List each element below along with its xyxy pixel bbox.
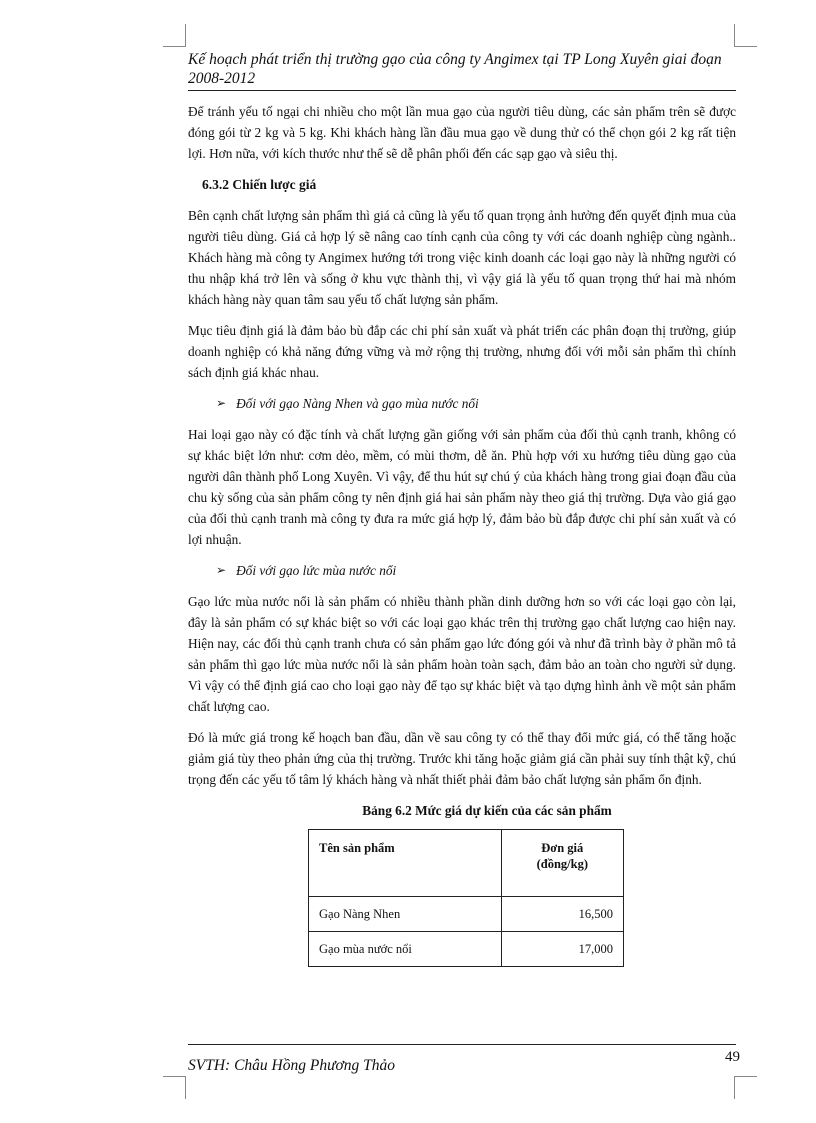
paragraph-brown-rice: Gạo lức mùa nước nổi là sản phẩm có nhiều thành phần dinh dưỡng hơn so với các loại gạo còn lại, đây là sản phẩm có sự khác biệt so với các loại gạo khác trên thị trường gạo chất lượng cao hiện nay. Hiện nay, các đối thủ cạnh tranh chưa có sản phẩm gạo lức đóng gói và như đã trình bày ở phần mô tả sản phẩm thì gạo lức mùa nước nổi là sản phẩm hoàn toàn sạch, đảm bảo an toàn cho người sử dụng. Vì vậy có thể định giá cao cho loại gạo này để tạo sự khác biệt và tạo dựng hình ảnh về một sản phẩm chất lượng cao. — [188, 594, 736, 714]
bullet-heading-1 — [216, 393, 736, 414]
product-price-cell: 17,000 — [501, 932, 623, 967]
table-caption: Bảng 6.2 Mức giá dự kiến của các sản phẩm — [362, 803, 612, 818]
paragraph-price-importance: Bên cạnh chất lượng sản phẩm thì giá cả cũng là yếu tố quan trọng ảnh hưởng đến quyết định mua của người tiêu dùng. Giá cả hợp lý sẽ nâng cao tính cạnh của công ty với các doanh nghiệp cùng ngành.. Khách hàng mà công ty Angimex hướng tới trong việc kinh doanh các loại gạo này là những người có thu nhập khá trở lên và sống ở khu vực thành thị, vì vậy giá là yếu tố quan trọng thứ hai mà nhóm khách hàng này quan tâm sau yếu tố chất lượng sản phẩm. — [188, 208, 736, 307]
arrow-bullet-icon: ➢ — [216, 563, 227, 577]
arrow-bullet-icon: ➢ — [216, 396, 227, 410]
product-name-cell: Gạo Nàng Nhen — [309, 897, 502, 932]
product-price-cell: 16,500 — [501, 897, 623, 932]
paragraph-nang-nhen: Hai loại gạo này có đặc tính và chất lượng gần giống với sản phẩm của đối thủ cạnh tranh, không có sự khác biệt lớn như: cơm dẻo, mềm, có mùi thơm, dễ ăn. Phù hợp với xu hướng tiêu dùng gạo của người dân thành phố Long Xuyên. Vì vậy, để thu hút sự chú ý của khách hàng trong giai đoạn đầu của chu kỳ sống của sản phẩm công ty nên định giá hai sản phẩm này theo giá thị trường. Dựa vào giá gạo của đối thủ cạnh tranh mà công ty đưa ra mức giá hợp lý, đảm bảo bù đắp được chi phí sản xuất và có lợi nhuận. — [188, 427, 736, 547]
crop-mark-bottom-right — [734, 1076, 757, 1099]
crop-mark-bottom-left — [163, 1076, 186, 1099]
crop-mark-top-left — [163, 24, 186, 47]
table-header-row — [309, 830, 624, 897]
price-header-line2: (đồng/kg) — [536, 857, 588, 871]
paragraph-conclusion: Đó là mức giá trong kế hoạch ban đầu, dần về sau công ty có thể thay đổi mức giá, có thể tăng hoặc giảm giá tùy theo phản ứng của thị trường. Trước khi tăng hoặc giảm giá cần phải suy tính thật kỹ, chú trọng đến các yếu tố tâm lý khách hàng và nhất thiết phải đảm bảo chất lượng sản phẩm ổn định. — [188, 730, 736, 787]
table-row — [309, 897, 624, 932]
price-header-line1: Đơn giá — [541, 841, 584, 855]
page-number: 49 — [725, 1049, 740, 1065]
bullet-heading-2 — [216, 560, 736, 581]
paragraph-price-objective: Mục tiêu định giá là đảm bảo bù đắp các chi phí sản xuất và phát triển các phân đoạn thị trường, giúp doanh nghiệp có khả năng đứng vững và mở rộng thị trường, nhưng đối với mỗi sản phẩm thì chính sách định giá khác nhau. — [188, 323, 736, 380]
page-content — [188, 101, 736, 967]
paragraph-packaging: Để tránh yếu tố ngại chi nhiều cho một lần mua gạo của người tiêu dùng, các sản phẩm trên sẽ được đóng gói từ 2 kg và 5 kg. Khi khách hàng lần đầu mua gạo về dung thử có thể chọn gói 2 kg rất tiện lợi. Hơn nữa, với kích thước như thế sẽ dễ phân phối đến các sạp gạo và siêu thị. — [188, 104, 736, 161]
price-table — [308, 829, 624, 967]
bullet-text: Đối với gạo lức mùa nước nổi — [236, 563, 397, 578]
header-title: Kế hoạch phát triển thị trường gạo của công ty Angimex tại TP Long Xuyên giai đoạn 2008-2012 — [188, 51, 722, 87]
table-row — [309, 932, 624, 967]
product-name-cell: Gạo mùa nước nổi — [309, 932, 502, 967]
bullet-text: Đối với gạo Nàng Nhen và gạo mùa nước nổi — [236, 396, 479, 411]
section-title: 6.3.2 Chiến lược giá — [202, 177, 317, 192]
running-header — [188, 50, 736, 91]
column-header-price — [501, 830, 623, 897]
footer-author: SVTH: Châu Hồng Phương Thảo — [188, 1057, 396, 1074]
crop-mark-top-right — [734, 24, 757, 47]
page-footer — [188, 1044, 740, 1081]
column-header-product: Tên sản phẩm — [309, 830, 502, 897]
